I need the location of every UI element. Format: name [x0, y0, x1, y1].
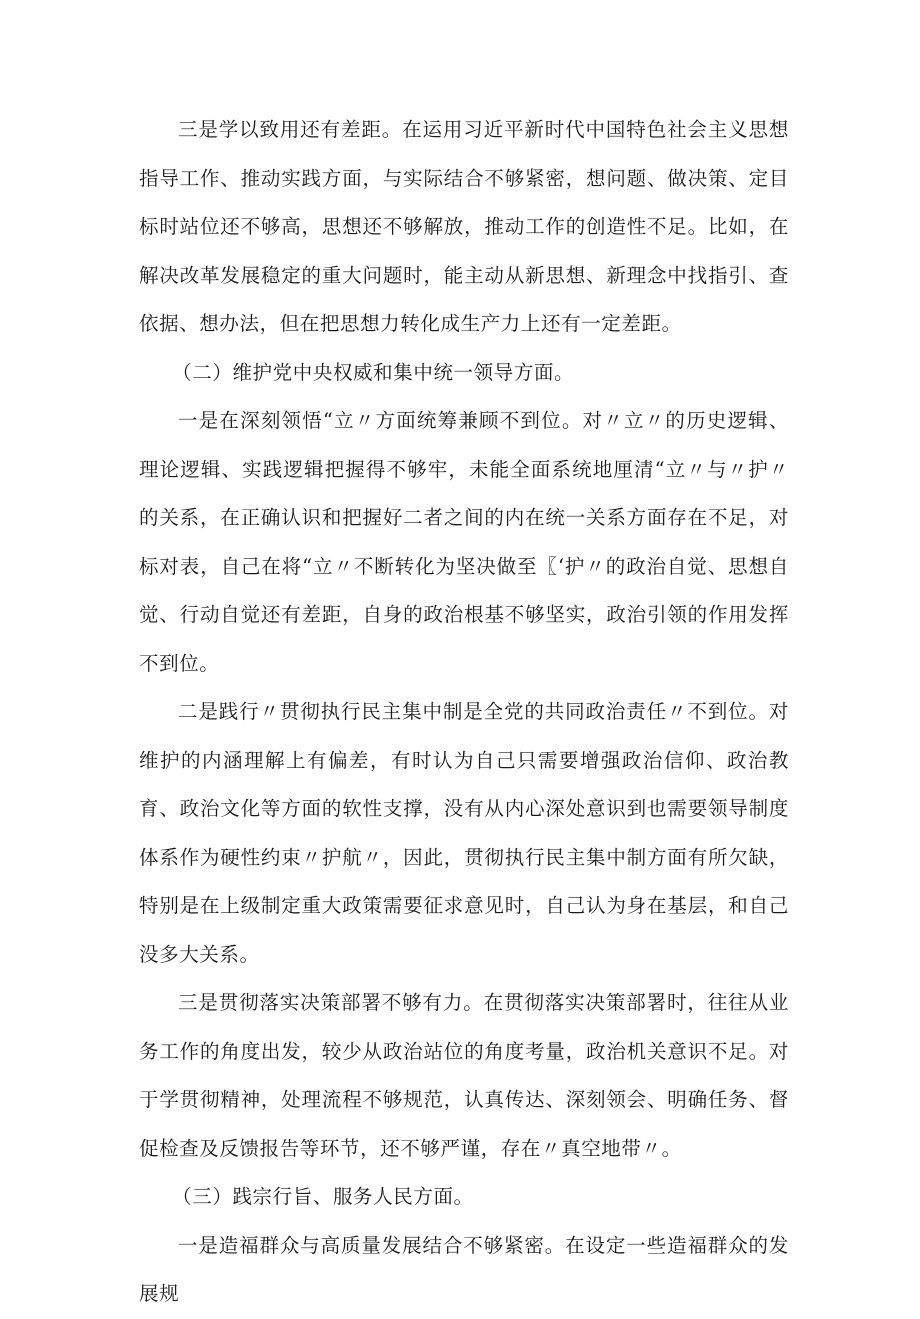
paragraph-1: 三是学以致用还有差距。在运用习近平新时代中国特色社会主义思想指导工作、推动实践方面，与实际结合不够紧密，想问题、做决策、定目标时站位还不够高，思想还不够解放，推动工作的创造性不足。比如，在解决改革发展稳定的重大问题时，能主动从新思想、新理念中找指引、查依据、想办法，但在把思想力转化成生产力上还有一定差距。	[139, 118, 789, 335]
document-body	[139, 106, 789, 1319]
section-heading-2: （二）维护党中央权威和集中统一领导方面。	[172, 360, 575, 384]
paragraph-4: 三是贯彻落实决策部署不够有力。在贯彻落实决策部署时，往往从业务工作的角度出发，较少从政治站位的角度考量，政治机关意识不足。对于学贯彻精神，处理流程不够规范，认真传达、深刻领会、明确任务、督促检查及反馈报告等环节，还不够严谨，存在〃真空地带〃。	[139, 991, 789, 1160]
paragraph-5: 一是造福群众与高质量发展结合不够紧密。在设定一些造福群众的发展规	[139, 1233, 789, 1305]
paragraph-3: 二是践行〃贯彻执行民主集中制是全党的共同政治责任〃不到位。对维护的内涵理解上有偏差，有时认为自己只需要增强政治信仰、政治教育、政治文化等方面的软性支撑，没有从内心深处意识到也需要领导制度体系作为硬性约束〃护航〃，因此，贯彻执行民主集中制方面有所欠缺，特别是在上级制定重大政策需要征求意见时，自己认为身在基层，和自己没多大关系。	[139, 700, 789, 966]
section-heading-3: （三）践宗行旨、服务人民方面。	[172, 1185, 474, 1208]
paragraph-2: 一是在深刻领悟“立〃方面统筹兼顾不到位。对〃立〃的历史逻辑、理论逻辑、实践逻辑把握得不够牢，未能全面系统地厘清“立〃与〃护〃的关系，在正确认识和把握好二者之间的内在统一关系方面存在不足，对标对表，自己在将“立〃不断转化为坚决做至〖‘护〃的政治自觉、思想自觉、行动自觉还有差距，自身的政治根基不够坚实，政治引领的作用发挥不到位。	[139, 409, 789, 675]
